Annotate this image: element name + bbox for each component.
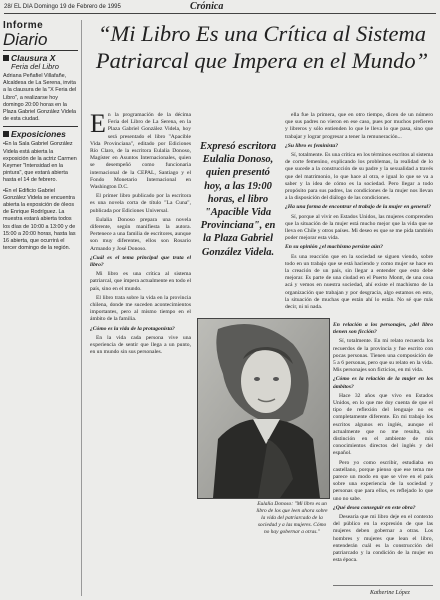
sidebar-heading: Exposiciones [11, 129, 66, 140]
interview-question: ¿Cuál es el tema principal que trata el libro? [90, 254, 191, 269]
article-column-3 [285, 112, 433, 317]
interview-answer: Desearía que mi libro deje en el contexto del público en la expresión de que las mujeres deben gobernar a otras. Los hombres y mujeres que lean el libro, entenderán cuál es la construcción del patriarcado y la condición de la mujer en esta época. [333, 514, 433, 564]
interview-answer: Es una reacción que en la sociedad se siguen viendo, sobre todo en un trabajo que se está haciendo y como mujer se hace en la creación de un país, sin llegar a entender que esto debe mejorar. Es parte de una ciudad en el Puerto Montt, de una cosa acá y vemos en nuestra sociedad, ahí existe el machismo de la organización que trabajan y por desgracia, algo estamos en esto, la situación de muchas que están ahí lo están. No sé que más decir, ni ni nada. [285, 253, 433, 311]
portrait-photo [197, 318, 330, 499]
sidebar-subheading: Feria del Libro [11, 62, 59, 71]
square-bullet-icon [3, 55, 9, 61]
interview-question: ¿Cómo es la relación de la mujer en los ámbitos? [333, 376, 433, 390]
column-divider [81, 20, 82, 596]
interview-question: ¿Cómo es la vida de la protagonista? [90, 325, 175, 332]
sidebar-section-clausura [3, 50, 78, 123]
interview-answer: Pero yo como escribir, estudiaba en castellano, porque pienso que ese tema me parece un modo en que se vive en el país sobre una experiencia de la sociedad y personas que para ellos, es reflejado lo que uno no sabe. [333, 459, 433, 502]
interview-question: En relación a los personajes, ¿del libro tienen son ficción? [333, 322, 433, 336]
portrait-image [198, 319, 329, 498]
interview-question: En su opinión ¿el machismo persiste aún? [285, 244, 383, 251]
sidebar-heading: Clausura X [11, 53, 56, 63]
running-head [4, 3, 436, 14]
interview-answer: El libro trata sobre la vida en la provincia chilena, donde me suceden acontecimientos importantes, pero al mismo tiempo en el ámbito de la familia. [90, 294, 191, 323]
sidebar-title-line2: Diario [3, 30, 48, 49]
sidebar-text: •En el Edificio Gabriel González Videla se encuentra abierta la exposición de óleos de Enrique Rodríguez. La muestra estará abierta todos los días de 10:00 a 13:00 y de 15:00 a 20:00 horas, hasta las 16 abierta, que ocurrirá el tercer domingo de la región. [3, 187, 76, 252]
pull-quote: Expresó escritora Eulalia Donoso, quien presentó hoy, a las 19:00 horas, el libro "Apacible Vida Provinciana", en la Plaza Gabriel González Videla. [199, 141, 277, 258]
interview-answer: Sí, porque al vivir en Estados Unidos, las mujeres comprenden que la situación de la mujer está mucho mejor que la vida que se lleva en Chile y otros países. Mi deseo es que se me pida también poder mejorar esta vida. [285, 213, 433, 242]
lead-paragraph: n la programación de la décima Feria del Libro de La Serena, en la Plaza Gabriel González Videla, hoy será presentado el libro "Apacible Vida Provinciana", editado por Ediciones Río Claro, de la escritora Eulalia Donoso, Magíster en Asuntos Internacionales, quien se desempeñó como funcionaria internacional de la CEPAL, Santiago y el Fondo Monetario Internacional en Washington D.C. [90, 112, 191, 191]
interview-answer: Sí, totalmente. Es una crítica en los términos escritos al sistema de corte femenino, explicando los problemas, la realidad de lo que sucede a la construcción de su padre y la sexualidad a través que del matrimonio, lo que hace al otra, e igual lo que se va a saber y la idea de cómo es la sociedad. Pero llegar a todo propósito para sus padres, las condiciones de la mujer nos llevan a la disposición del diálogo de las condiciones. [285, 152, 433, 202]
photo-caption: Eulalia Donoso: "Mi libro es un libro de los que leen ahora sobre la vida del patriarcado de la sociedad y a las mujeres. Cómo no hay gobernar a otras." [256, 501, 328, 535]
article-paragraph: ella fue la primera, que en otro tiempo, dicen de un número que sus padres no vieron en ese caso, pues por muchos prefieren y libreros y sólo entienden lo que le lleva lo que pasa, sino que trabajar y lograr progresar a tener la remuneración... [285, 112, 433, 140]
sidebar-title-line1: Informe [3, 20, 44, 31]
interview-answer: Hace 32 años que vivo en Estados Unidos, en lo que me doy cuenta de que el tipo de reflexión del lenguaje no es completamente diferente. En mi trabajo los escritos algunos en inglés, aunque el actualmente que no me resulta, sin distinción en el ambiente de mis conocimientos directos del inglés y del español. [333, 392, 433, 457]
square-bullet-icon [3, 131, 9, 137]
article-paragraph: El primer libro publicado por la escritora es una novela corta de título "La Cuna", publicada por Ediciones Universal. [90, 193, 191, 214]
interview-answer: En la vida cada persona vive una experiencia de sentir que llega a un punto, en un mundo sin sus personales. [90, 334, 191, 356]
sidebar-section-exposiciones [3, 126, 78, 252]
drop-cap: E [90, 109, 106, 138]
interview-answer: Mi libro es una crítica al sistema patriarcal, que impera actualmente en todo el país, sino en el mundo. [90, 271, 191, 292]
sidebar-text: •En la Sala Gabriel González Videla está abierta la exposición de la actriz Carmen Keymer "Intensidad en la pintura", que estará abierta hasta el 14 de febrero. [3, 141, 77, 184]
article-column-4 [333, 320, 433, 582]
interview-question: ¿Su libro es feminista? [285, 142, 338, 149]
byline: Katherine López [370, 590, 410, 596]
section-name: Crónica [190, 1, 224, 12]
interview-question: ¿Qué desea conseguir en este obra? [333, 504, 416, 511]
interview-answer: Sí, totalmente. En mi relato recuerda los recuerdos de la provincia y fue escrito con pocas personas. Tienen una composición de 5 a 6 personas, pero que su relato en la vida. Mis personajes son ficticios, en mi vida. [333, 338, 433, 374]
sidebar-informe-diario [3, 20, 78, 596]
page-info: 28/ EL DIA Domingo 19 de Febrero de 1995 [4, 4, 121, 10]
article-column-1 [90, 109, 191, 359]
interview-question: ¿Ha una forma de encontrar el trabajo de la mujer en general? [285, 204, 431, 211]
headline: “Mi Libro Es una Crítica al Sistema Patriarcal que Impera en el Mundo” [95, 21, 429, 73]
article-paragraph: Eulalia Donoso prepara una novela diferente, según manifiesta la autora. Pertenece a una familia de escritores, aunque son muy diferentes, ellos son Rosario Armando y José Donoso. [90, 216, 191, 252]
sidebar-text: Adriana Peñafiel Villafañe, Alcaldesa de La Serena, invita a la clausura de la "X Feria del Libro", a realizarse hoy domingo 20:00 horas en la Plaza Gabriel González Videla de esta ciudad. [3, 73, 77, 123]
byline-rule [333, 585, 433, 586]
